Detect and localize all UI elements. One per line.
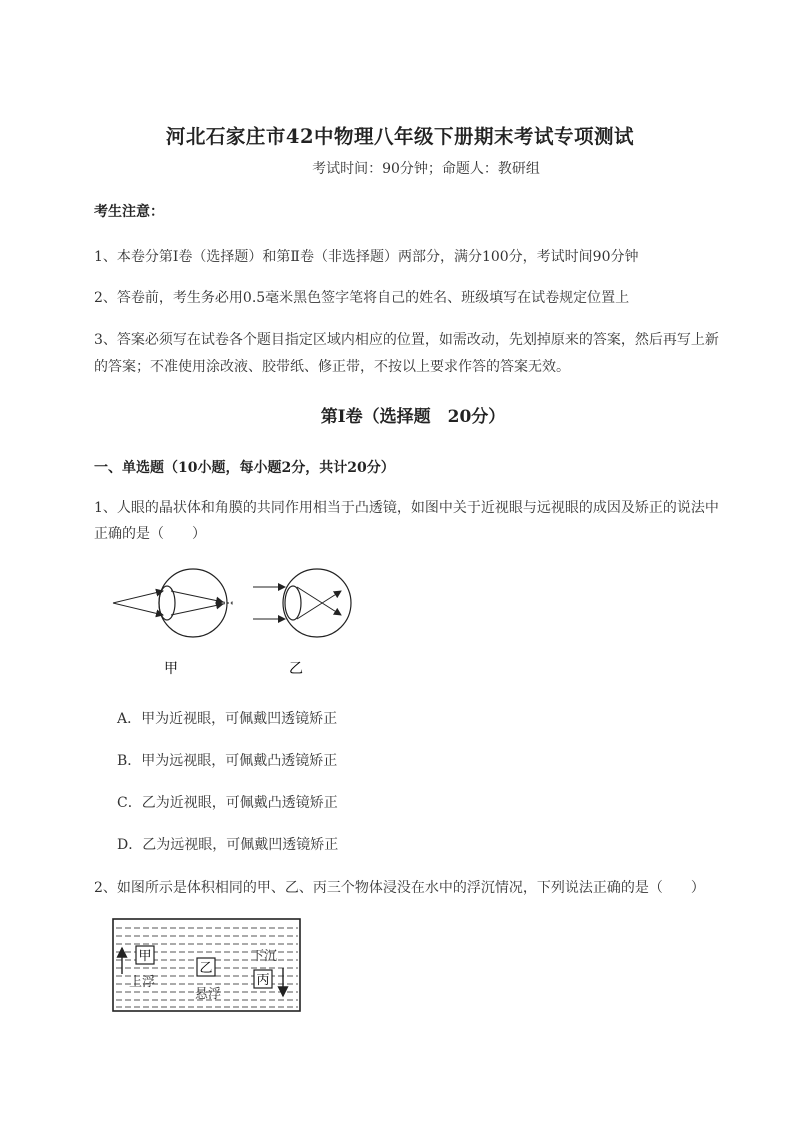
part-heading: 一、单选题（10小题，每小题2分，共计20分） (94, 460, 395, 476)
eye-jia-label: 甲 (164, 661, 178, 677)
notice-item-2: 2、答卷前，考生务必用0.5毫米黑色签字笔将自己的姓名、班级填写在试卷规定位置上 (94, 290, 630, 306)
eye-yi-diagram (253, 569, 351, 677)
notice-item-1: 1、本卷分第I卷（选择题）和第Ⅱ卷（非选择题）两部分，满分100分，考试时间90分钟 (94, 249, 639, 265)
object-yi-label: 乙 (199, 961, 213, 976)
rise-label: 上浮 (128, 975, 156, 990)
object-jia-label: 甲 (138, 949, 152, 964)
question-1-stem: 1、人眼的晶状体和角膜的共同作用相当于凸透镜，如图中关于近视眼与远视眼的成因及矫正的说法中 (94, 500, 719, 516)
question-2-stem: 2、如图所示是体积相同的甲、乙、丙三个物体浸没在水中的浮沉情况，下列说法正确的是（ ） (94, 880, 705, 896)
notice-item-3-cont: 的答案；不准使用涂改液、胶带纸、修正带，不按以上要求作答的答案无效。 (94, 359, 570, 375)
eye-diagram (105, 565, 365, 685)
exam-subtitle: 考试时间：90分钟；命题人：教研组 (312, 161, 540, 177)
object-bing-label: 丙 (256, 973, 270, 988)
sink-label: 下沉 (250, 949, 278, 964)
option-d[interactable]: D．乙为远视眼，可佩戴凹透镜矫正 (117, 837, 339, 853)
notice-heading: 考生注意： (94, 204, 164, 220)
suspend-label: 悬浮 (194, 987, 222, 1002)
option-a[interactable]: A．甲为近视眼，可佩戴凹透镜矫正 (117, 711, 338, 727)
option-b[interactable]: B．甲为远视眼，可佩戴凸透镜矫正 (117, 753, 338, 769)
eye-yi-label: 乙 (289, 661, 303, 677)
water-tank-diagram (112, 918, 302, 1014)
section-title: 第I卷（选择题 20分） (320, 407, 506, 427)
question-1-stem-cont: 正确的是（ ） (94, 526, 206, 542)
notice-item-3: 3、答案必须写在试卷各个题目指定区域内相应的位置，如需改动，先划掉原来的答案，然后再写上新 (94, 332, 719, 348)
option-c[interactable]: C．乙为近视眼，可佩戴凸透镜矫正 (117, 795, 338, 811)
eye-jia-diagram (113, 569, 233, 677)
page-title: 河北石家庄市42中物理八年级下册期末考试专项测试 (165, 125, 635, 148)
